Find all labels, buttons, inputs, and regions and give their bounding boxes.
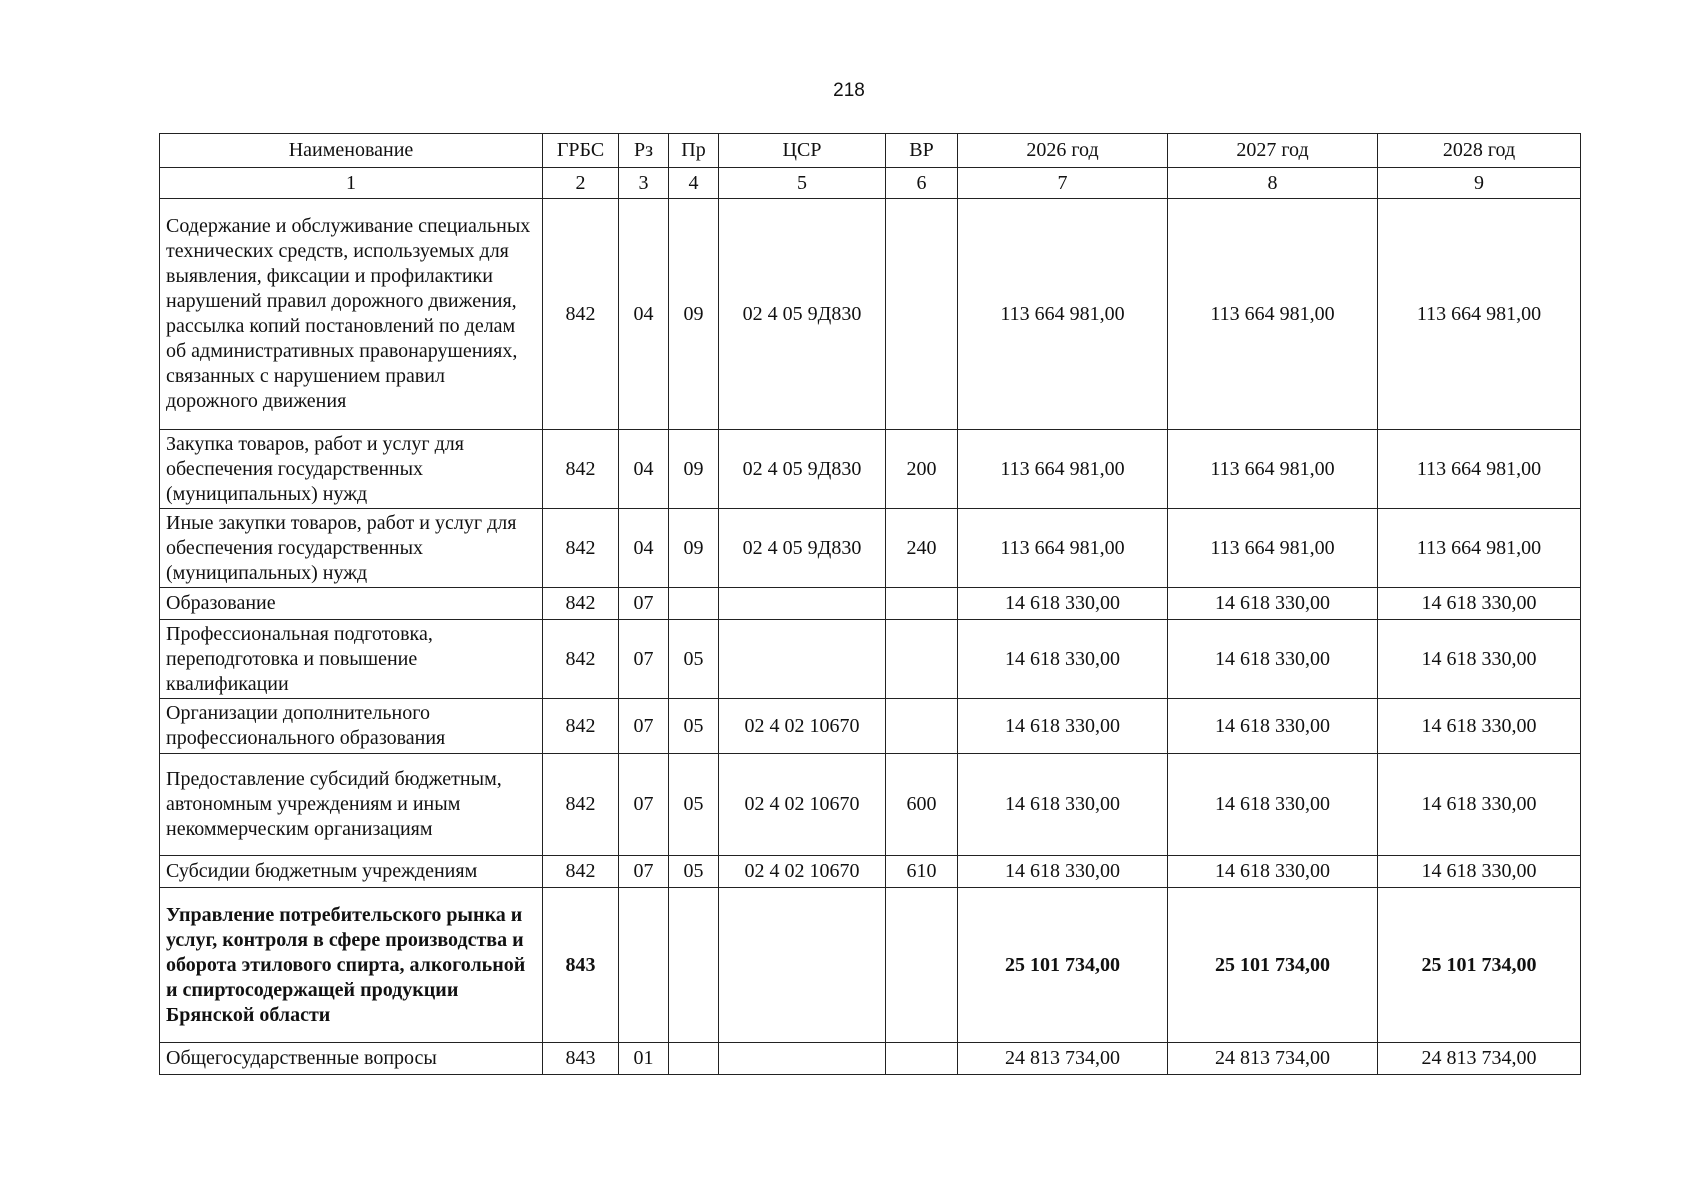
row-grbs: 842 [543,588,619,620]
row-rz: 01 [619,1043,669,1075]
row-2026: 113 664 981,00 [958,430,1168,509]
row-2028: 14 618 330,00 [1378,588,1581,620]
row-rz: 07 [619,699,669,754]
row-name: Иные закупки товаров, работ и услуг для обеспечения государственных (муниципальных) нужд [160,509,543,588]
row-pr [669,1043,719,1075]
header-grbs: ГРБС [543,134,619,168]
row-csr [719,588,886,620]
row-vr: 610 [886,856,958,888]
row-2028: 14 618 330,00 [1378,620,1581,699]
row-vr [886,888,958,1043]
row-pr [669,888,719,1043]
row-pr: 09 [669,509,719,588]
row-2026: 25 101 734,00 [958,888,1168,1043]
header-2026: 2026 год [958,134,1168,168]
row-2028: 113 664 981,00 [1378,430,1581,509]
row-csr: 02 4 05 9Д830 [719,509,886,588]
budget-table [159,133,1581,1075]
row-pr: 09 [669,199,719,430]
row-grbs: 842 [543,199,619,430]
row-2027: 113 664 981,00 [1168,509,1378,588]
row-grbs: 842 [543,509,619,588]
table-row [160,754,1581,856]
header-row [160,134,1581,168]
row-grbs: 842 [543,430,619,509]
header-vr: ВР [886,134,958,168]
table-row [160,509,1581,588]
row-vr [886,699,958,754]
row-name: Субсидии бюджетным учреждениям [160,856,543,888]
row-rz: 07 [619,620,669,699]
row-csr: 02 4 02 10670 [719,699,886,754]
header-pr: Пр [669,134,719,168]
row-pr: 09 [669,430,719,509]
row-2026: 14 618 330,00 [958,754,1168,856]
row-2027: 113 664 981,00 [1168,199,1378,430]
row-2028: 113 664 981,00 [1378,509,1581,588]
row-pr: 05 [669,699,719,754]
row-vr [886,588,958,620]
row-2027: 14 618 330,00 [1168,699,1378,754]
row-2026: 113 664 981,00 [958,199,1168,430]
row-name: Организации дополнительного профессионального образования [160,699,543,754]
table-row [160,888,1581,1043]
row-rz: 04 [619,430,669,509]
row-name: Образование [160,588,543,620]
column-number: 4 [669,168,719,199]
table-row [160,856,1581,888]
table-row [160,699,1581,754]
row-csr: 02 4 02 10670 [719,856,886,888]
row-2027: 14 618 330,00 [1168,620,1378,699]
row-2028: 113 664 981,00 [1378,199,1581,430]
row-2026: 24 813 734,00 [958,1043,1168,1075]
row-2026: 14 618 330,00 [958,588,1168,620]
column-number: 2 [543,168,619,199]
row-2028: 14 618 330,00 [1378,754,1581,856]
column-number-row [160,168,1581,199]
column-number: 5 [719,168,886,199]
row-2026: 14 618 330,00 [958,856,1168,888]
column-number: 7 [958,168,1168,199]
row-name: Профессиональная подготовка, переподготовка и повышение квалификации [160,620,543,699]
row-2027: 14 618 330,00 [1168,754,1378,856]
table-row [160,430,1581,509]
row-2026: 113 664 981,00 [958,509,1168,588]
row-vr [886,1043,958,1075]
column-number: 3 [619,168,669,199]
row-pr: 05 [669,754,719,856]
row-grbs: 842 [543,620,619,699]
row-grbs: 842 [543,699,619,754]
row-csr [719,1043,886,1075]
header-2027: 2027 год [1168,134,1378,168]
row-pr: 05 [669,856,719,888]
row-2026: 14 618 330,00 [958,620,1168,699]
row-2028: 14 618 330,00 [1378,856,1581,888]
row-name: Предоставление субсидий бюджетным, автономным учреждениям и иным некоммерческим организациям [160,754,543,856]
row-2027: 24 813 734,00 [1168,1043,1378,1075]
row-csr: 02 4 05 9Д830 [719,430,886,509]
row-csr [719,620,886,699]
row-csr: 02 4 02 10670 [719,754,886,856]
row-2027: 14 618 330,00 [1168,588,1378,620]
header-name: Наименование [160,134,543,168]
row-rz: 07 [619,588,669,620]
row-rz [619,888,669,1043]
row-rz: 07 [619,856,669,888]
row-name: Закупка товаров, работ и услуг для обеспечения государственных (муниципальных) нужд [160,430,543,509]
row-2027: 14 618 330,00 [1168,856,1378,888]
column-number: 8 [1168,168,1378,199]
row-name: Содержание и обслуживание специальных технических средств, используемых для выявления, фиксации и профилактики нарушений правил дорожного движения, рассылка копий постановлений по делам об административных правонарушениях, связанных с нарушением правил дорожного движения [160,199,543,430]
row-grbs: 843 [543,1043,619,1075]
table-row [160,588,1581,620]
row-vr [886,199,958,430]
row-2028: 25 101 734,00 [1378,888,1581,1043]
row-2028: 14 618 330,00 [1378,699,1581,754]
table-row [160,199,1581,430]
row-rz: 04 [619,509,669,588]
row-pr: 05 [669,620,719,699]
row-vr [886,620,958,699]
row-2027: 25 101 734,00 [1168,888,1378,1043]
row-vr: 240 [886,509,958,588]
row-2026: 14 618 330,00 [958,699,1168,754]
row-vr: 600 [886,754,958,856]
row-vr: 200 [886,430,958,509]
row-grbs: 842 [543,856,619,888]
row-rz: 07 [619,754,669,856]
row-name: Управление потребительского рынка и услуг, контроля в сфере производства и оборота этилового спирта, алкогольной и спиртосодержащей продукции Брянской области [160,888,543,1043]
row-csr [719,888,886,1043]
row-pr [669,588,719,620]
column-number: 9 [1378,168,1581,199]
table-row [160,1043,1581,1075]
row-2028: 24 813 734,00 [1378,1043,1581,1075]
row-name: Общегосударственные вопросы [160,1043,543,1075]
header-rz: Рз [619,134,669,168]
row-2027: 113 664 981,00 [1168,430,1378,509]
row-grbs: 842 [543,754,619,856]
header-csr: ЦСР [719,134,886,168]
row-rz: 04 [619,199,669,430]
column-number: 1 [160,168,543,199]
table-row [160,620,1581,699]
page-number: 218 [833,80,865,101]
header-2028: 2028 год [1378,134,1581,168]
row-csr: 02 4 05 9Д830 [719,199,886,430]
column-number: 6 [886,168,958,199]
row-grbs: 843 [543,888,619,1043]
